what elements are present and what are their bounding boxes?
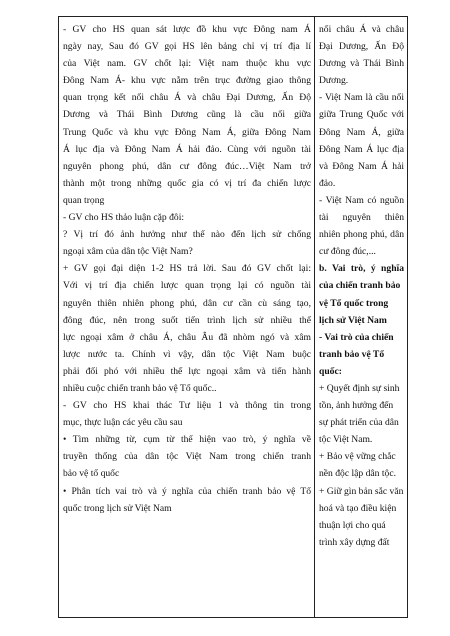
- text-line: nền độc lập dân tộc.: [319, 468, 396, 480]
- text-line: và Đông Nam Á hải: [319, 160, 404, 172]
- text-line: - GV cho HS khai thác Tư liệu 1 và thông tin trong: [63, 400, 311, 412]
- text-line: thành một trong những quốc gia có vị trí đa chiến lược: [63, 177, 311, 189]
- text-line: - GV cho HS thảo luận cặp đôi:: [63, 212, 185, 224]
- text-line: hoá và tạo điều kiện: [319, 502, 397, 514]
- text-line: Với vị trí địa chiến lược quan trọng lại có nguồn tài: [63, 280, 311, 292]
- expected-outcome-column: [315, 17, 407, 617]
- text-line: Dương và Thái Bình Dương cũng là cầu nối giữa: [63, 109, 311, 121]
- text-line: đông đúc, nên trong suốt tiến trình lịch sử nhiều thế: [63, 314, 311, 326]
- text-line: trình xây dựng đất: [319, 536, 390, 548]
- text-line: đảo.: [319, 177, 336, 189]
- text-line: quốc trong lịch sử Việt Nam: [63, 502, 172, 514]
- text-line: • Phân tích vai trò và ý nghĩa của chiến tranh bảo vệ Tổ: [63, 485, 311, 497]
- text-line: b. Vai trò, ý nghĩa: [319, 263, 404, 275]
- text-line: quốc:: [319, 365, 342, 377]
- text-line: bảo vệ tổ quốc: [63, 468, 120, 480]
- text-line: ? Vị trí đó ảnh hưởng như thế nào đến lịch sử chống: [63, 229, 311, 241]
- teacher-activity-column: [59, 17, 315, 617]
- text-line: - GV cho HS quan sát lược đồ khu vực Đông nam Á: [63, 24, 311, 35]
- text-line: thuận lợi cho quá: [319, 519, 386, 531]
- text-line: mục, thực luận các yêu cầu sau: [63, 417, 183, 429]
- text-line: tộc Việt Nam.: [319, 434, 373, 446]
- text-line: Đại Dương, Ấn Độ: [319, 41, 404, 53]
- text-line: lực ngoại xâm ở châu Á, châu Âu đã nhòm ngó và xâm: [63, 331, 311, 343]
- text-line: + Quyết định sự sinh: [319, 382, 400, 394]
- text-line: của Việt nam. GV chốt lại: Việt nam thuộc khu vực: [63, 58, 311, 70]
- text-line: nhiều cuộc chiến tranh bảo vệ Tổ quốc..: [63, 382, 217, 394]
- text-line: - Việt Nam có nguồn: [319, 194, 404, 206]
- text-line: Đông Nam Á- khu vực nằm trên trục đường giao thông: [63, 75, 311, 87]
- text-line: phải đối phó với nhiều thế lực ngoại xâm và tiến hành: [63, 365, 311, 377]
- text-line: tranh bảo vệ Tổ: [319, 348, 385, 360]
- text-line: Đông Nam Á lục địa: [319, 143, 404, 155]
- text-line: nguyên thiên nhiên phong phú, dân cư cần cù sáng tạo,: [63, 297, 311, 309]
- text-line: ngày nay, Sau đó GV gọi HS lên bảng chỉ vị trí địa lí: [63, 41, 311, 53]
- text-line: giữa Trung Quốc với: [319, 109, 404, 121]
- text-line: Dương và Thái Bình: [319, 58, 404, 70]
- text-line: tài nguyên thiên: [319, 212, 404, 224]
- text-line: tồn, ảnh hưởng đến: [319, 400, 394, 412]
- text-line: truyền thống của dân tộc Việt Nam trong chiến tranh: [63, 451, 311, 463]
- text-line: của chiến tranh bảo: [319, 280, 401, 292]
- text-line: Dương.: [319, 75, 349, 87]
- text-line: Trung Quốc và khu vực Đông Nam Á, giữa Đông Nam: [63, 126, 311, 138]
- text-line: Đông Nam Á, giữa: [319, 126, 404, 138]
- text-line: quan trọng: [63, 194, 105, 206]
- text-line: + Bảo vệ vững chắc: [319, 451, 396, 463]
- text-line: + GV gọi đại diện 1-2 HS trả lời. Sau đó GV chốt lại:: [63, 263, 311, 275]
- text-line: lịch sử Việt Nam: [319, 314, 387, 326]
- text-line: lược nước ta. Chính vì vậy, dân tộc Việt Nam buộc: [63, 348, 311, 360]
- text-line: vệ Tổ quốc trong: [319, 297, 389, 309]
- text-line: nhiên phong phú, dân: [319, 229, 404, 241]
- text-line: - Việt Nam là cầu nối: [319, 92, 404, 104]
- text-line: ngoại xâm của dân tộc Việt Nam?: [63, 246, 193, 258]
- text-line: nguyên phong phú, dân cư đông đúc…Việt Nam trở: [63, 160, 311, 172]
- lesson-table: [58, 16, 408, 618]
- text-line: Á lục địa và Đông Nam Á hải đảo. Cùng với nguồn tài: [63, 143, 311, 155]
- text-line: cư đông đúc,...: [319, 246, 376, 258]
- text-line: sự phát triển của dân: [319, 417, 399, 429]
- text-line: nối châu Á và châu: [319, 24, 404, 35]
- text-line: + Giữ gìn bản sắc văn: [319, 485, 404, 497]
- text-line: • Tìm những từ, cụm từ thể hiện vao trò, ý nghĩa về: [63, 434, 311, 446]
- text-line: - Vai trò của chiến: [319, 331, 394, 343]
- text-line: quan trọng kết nối châu Á và châu Đại Dương, Ấn Độ: [63, 92, 311, 104]
